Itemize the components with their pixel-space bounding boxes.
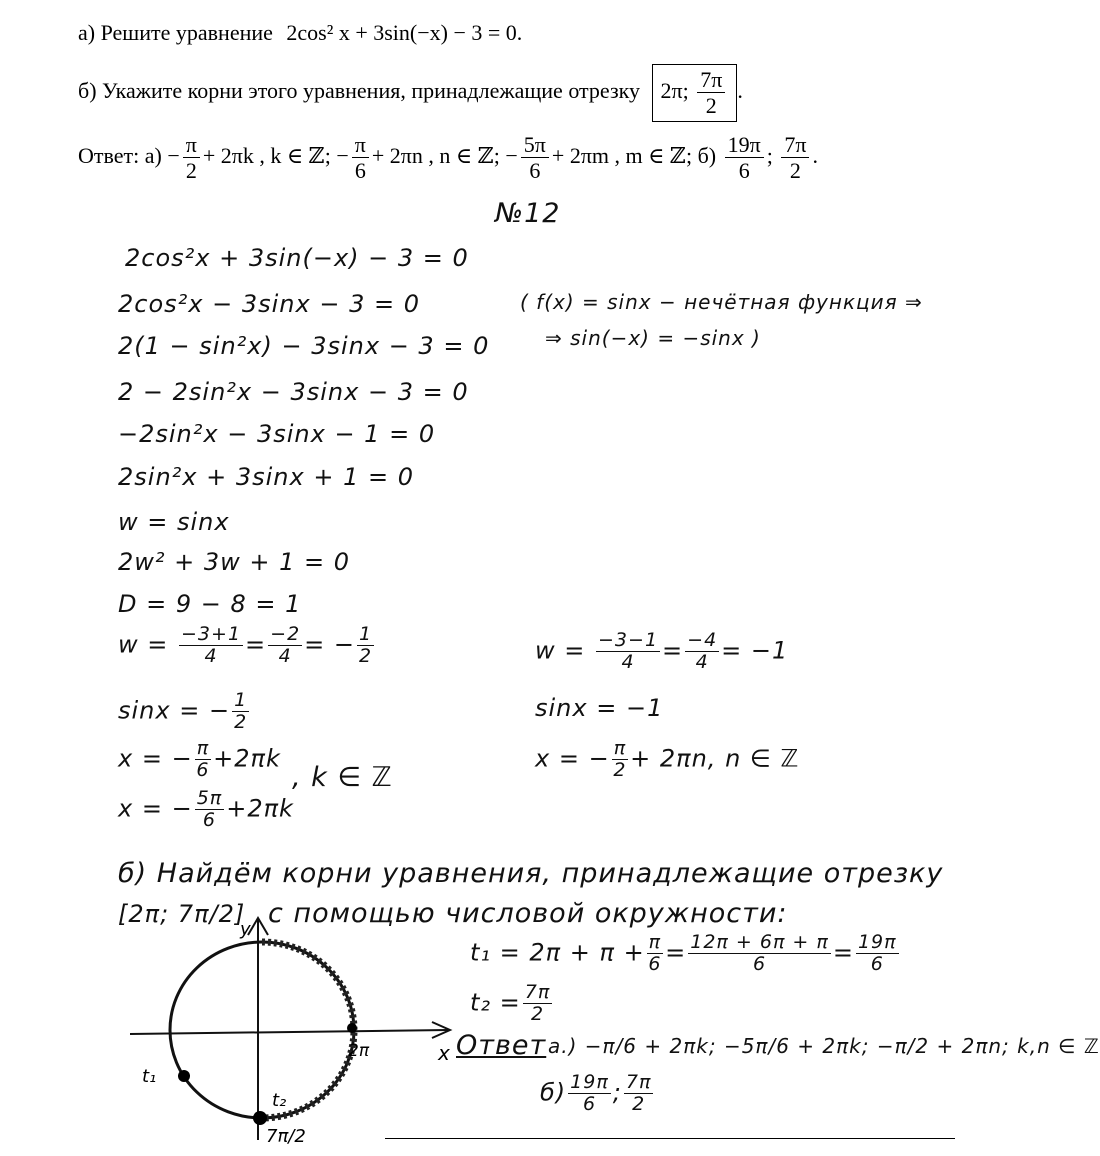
answer-root-2: $\frac{\pi}{6}$: [352, 132, 369, 184]
task-a-label: а) Решите уравнение: [78, 20, 273, 45]
answer-line: Ответ: а) − $\frac{\pi}{2}$ + 2πk , k ∈ ℤ; − $\frac{\pi}{6}$ + 2πn , n ∈ ℤ; − $\frac{5\pi}{6}$ + 2πm , m ∈ ℤ; б) $\frac{19\pi}{6}$ ; $\frac{7\pi}{2}$ .: [78, 132, 818, 184]
x-root-1: x = − $\frac{\pi}{6}$ +2πk: [118, 737, 281, 781]
y-axis: [248, 918, 268, 1140]
step-8: 2w² + 3w + 1 = 0: [118, 548, 351, 576]
point-t2: [253, 1111, 267, 1125]
answer-b-root-2: $\frac{7\pi}{2}$: [781, 132, 809, 184]
answer-b-root-1: $\frac{19\pi}{6}$: [725, 132, 764, 184]
two-pi-label: 2π: [348, 1041, 370, 1061]
task-a-equation: 2cos² x + 3sin(−x) − 3 = 0.: [286, 20, 523, 45]
sin-eq-2: sinx = −1: [535, 694, 664, 722]
sin-eq-1: sinx = − $\frac{1}{2}$: [118, 689, 248, 733]
x-root-2: x = − $\frac{5\pi}{6}$ +2πk: [118, 787, 294, 831]
step-2: 2cos²x − 3sinx − 3 = 0: [118, 290, 420, 318]
w-root-1: w = $\frac{-3+1}{4}$ = $\frac{-2}{4}$ = − $\frac{1}{2}$: [118, 623, 373, 667]
w-root-2: w = $\frac{-3-1}{4}$ = $\frac{-4}{4}$ = −1: [535, 629, 789, 673]
task-b-interval: 2π; $\frac{7\pi}{2}$: [652, 64, 738, 122]
note-odd-function-1: ( f(x) = sinx − нечётная функция ⇒: [520, 290, 923, 314]
point-2pi: [347, 1023, 357, 1033]
seven-pi-half-label: 7π/2: [266, 1126, 306, 1147]
answer-root-1: $\frac{\pi}{2}$: [183, 132, 200, 184]
step-4: 2 − 2sin²x − 3sinx − 3 = 0: [118, 378, 469, 406]
t1-calculation: t₁ = 2π + π + $\frac{\pi}{6}$ = $\frac{12\pi + 6\pi + \pi}{6}$ = $\frac{19\pi}{6}$: [470, 931, 897, 975]
answer-root-3: $\frac{5\pi}{6}$: [521, 132, 549, 184]
step-1: 2cos²x + 3sin(−x) − 3 = 0: [125, 244, 469, 272]
task-b-label: б) Укажите корни этого уравнения, принадлежащие отрезку: [78, 77, 641, 103]
x-axis-label: x: [438, 1041, 450, 1065]
y-axis-label: y: [240, 919, 251, 940]
step-7: w = sinx: [118, 508, 230, 536]
part-b-interval: [2π; 7π/2]: [118, 900, 246, 928]
x-root-3: x = − $\frac{\pi}{2}$ + 2πn, n ∈ ℤ: [535, 737, 800, 781]
t2-value: t₂ = $\frac{7\pi}{2}$: [470, 981, 551, 1025]
handwritten-answer-a: а.) −π/6 + 2πk; −5π/6 + 2πk; −π/2 + 2πn; k,n ∈ ℤ: [548, 1034, 1100, 1058]
bottom-rule: [385, 1138, 955, 1139]
handwritten-answer-word: Ответ: [456, 1030, 547, 1061]
task-b: б) Укажите корни этого уравнения, принадлежащие отрезку 2π; $\frac{7\pi}{2}$ .: [78, 64, 743, 122]
step-3: 2(1 − sin²x) − 3sinx − 3 = 0: [118, 332, 490, 360]
handwritten-answer-b: б) $\frac{19\pi}{6}$ ; $\frac{7\pi}{2}$: [540, 1071, 652, 1115]
point-t1: [178, 1070, 190, 1082]
answer-label: Ответ: а): [78, 142, 162, 168]
x-axis: [130, 1022, 450, 1038]
note-odd-function-2: ⇒ sin(−x) = −sinx ): [545, 326, 761, 350]
k-in-z: , k ∈ ℤ: [292, 762, 393, 793]
t1-label: t₁: [142, 1066, 157, 1087]
step-9: D = 9 − 8 = 1: [118, 590, 302, 618]
t2-label: t₂: [272, 1090, 287, 1111]
step-6: 2sin²x + 3sinx + 1 = 0: [118, 463, 414, 491]
step-5: −2sin²x − 3sinx − 1 = 0: [118, 420, 436, 448]
part-b-heading: б) Найдём корни уравнения, принадлежащие отрезку: [118, 858, 944, 889]
part-b-method: с помощью числовой окружности:: [268, 898, 788, 929]
problem-number: №12: [495, 198, 561, 229]
